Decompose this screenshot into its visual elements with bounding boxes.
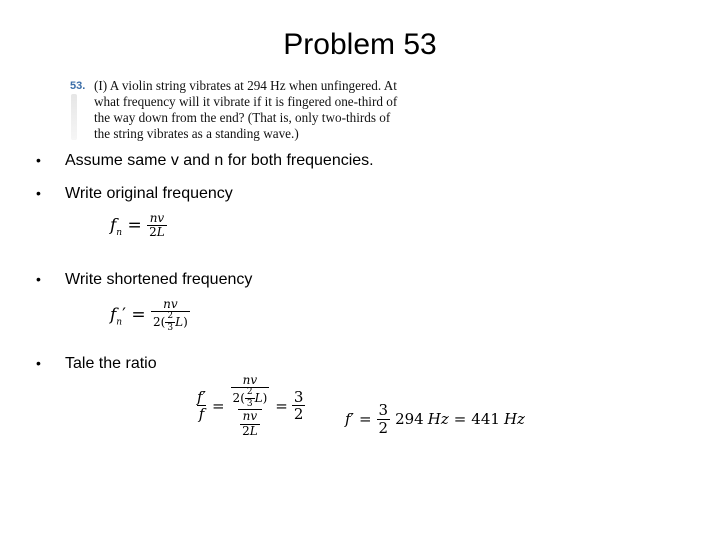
problem-line: the way down from the end? (That is, only two-thirds of [94,110,391,125]
bullet-text: Assume same v and n for both frequencies. [65,152,374,169]
problem-number: 53. [70,80,86,92]
problem-line: what frequency will it vibrate if it is fingered one-third of [94,94,398,109]
equation-shortened-frequency: $f_n'$ = nv 2( $\frac{2}{3}$ L) [110,297,188,334]
bullet-marker: • [36,185,41,201]
equation-result: f ′ = $\frac{3}{2}$ 294 Hz = 441 Hz [345,401,525,437]
problem-statement [70,78,430,142]
bullet-marker: • [36,152,41,168]
bullet-marker: • [36,271,41,287]
equation-original-frequency: $f_n$ = $\frac{nv}{2L}$ [110,211,165,240]
slide-title: Problem 53 [283,28,437,61]
bullet-text: Tale the ratio [65,355,157,372]
problem-line: the string vibrates as a standing wave.) [94,126,299,141]
bullet-text: Write original frequency [65,185,233,202]
bullet-marker: • [36,355,41,371]
problem-line: (I) A violin string vibrates at 294 Hz when unfingered. At [94,78,397,93]
equation-ratio: $\frac{f'}{f}$ = nv 2( $\frac{2}{3}$ L) $\frac{nv}{2L}$ = $\frac{3}{2}$ [197,373,304,438]
bullet-text: Write shortened frequency [65,271,253,288]
